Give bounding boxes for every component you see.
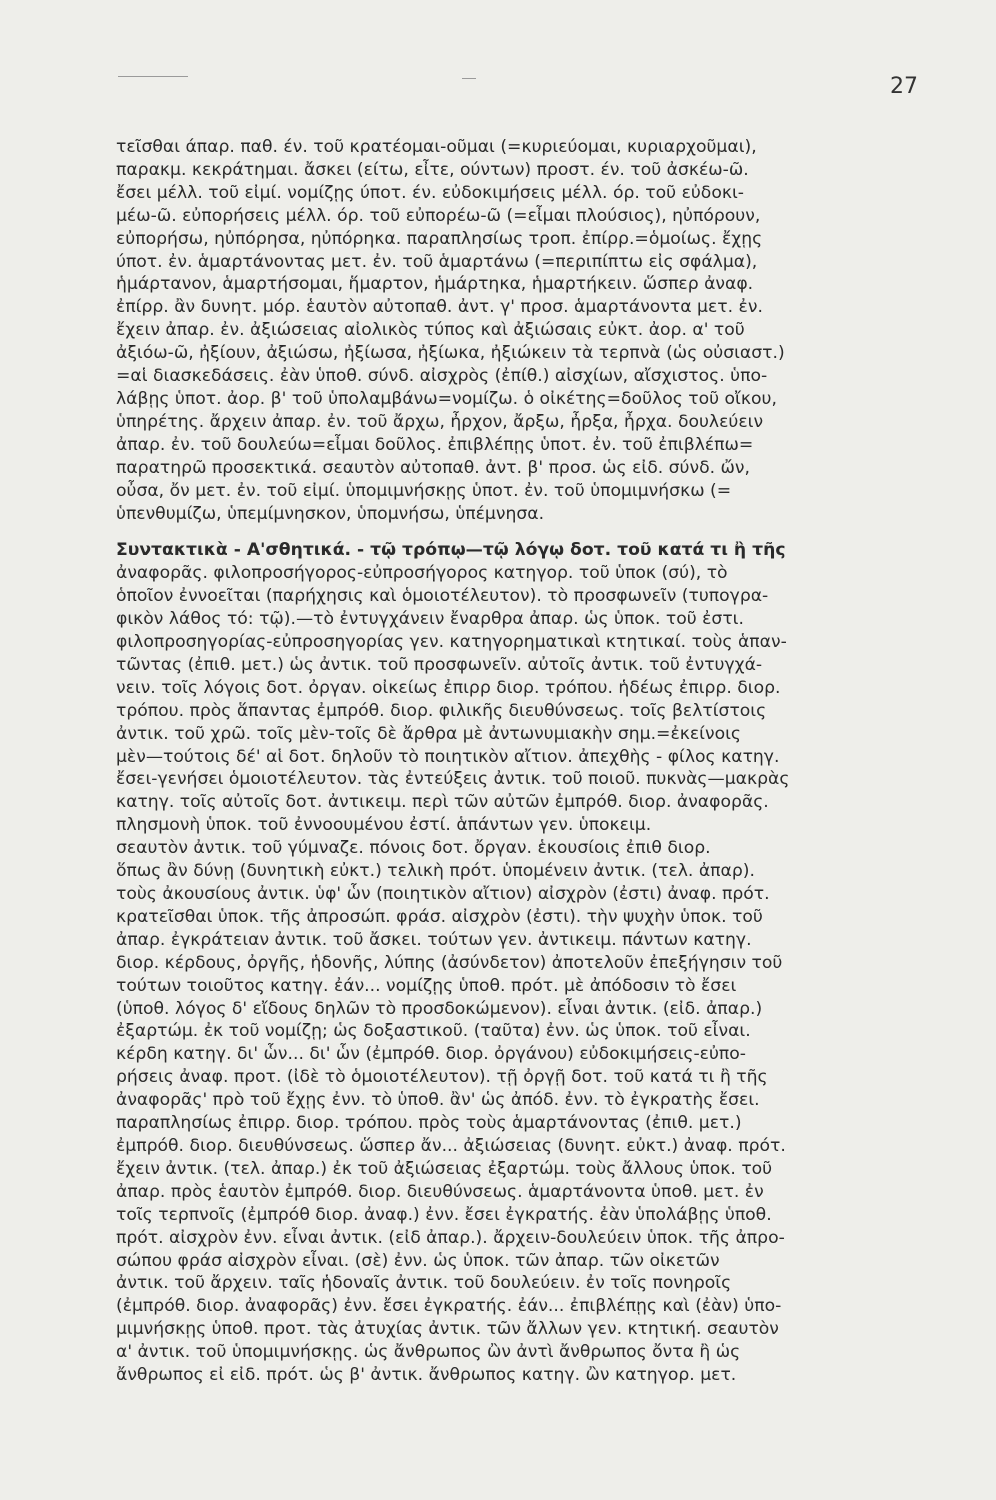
text-line: διορ. κέρδους, ὀργῆς, ἡδονῆς, λύπης (ἀσύνδετον) ἀποτελοῦν ἐπεξήγησιν τοῦ [116, 952, 783, 973]
text-line: ἔσει μέλλ. τοῦ εἰμί. νομίζῃς ύποτ. έν. εὐδοκιμήσεις μέλλ. όρ. τοῦ εὐδοκι- [116, 182, 744, 203]
text-line: εὐπορήσω, ηὐπόρησα, ηὐπόρηκα. παραπλησίως τροπ. ἐπίρρ.=ὁμοίως. ἔχῃς [116, 228, 763, 249]
text-line: ἀναφορᾶς' πρὸ τοῦ ἔχῃς ἐνν. τὸ ὑποθ. ἂν' ὡς ἀπόδ. ἐνν. τὸ ἐγκρατὴς ἔσει. [116, 1090, 760, 1111]
vocabulary-paragraph [116, 136, 924, 525]
text-line: ύποτ. ἐν. ἁμαρτάνοντας μετ. ἐν. τοῦ ἁμαρτάνω (=περιπίπτω εἰς σφάλμα), [116, 251, 758, 272]
top-rule [118, 76, 188, 77]
text-line: παρακμ. κεκράτημαι. ἄσκει (είτω, εἶτε, ούντων) προστ. έν. τοῦ ἀσκέω-ῶ. [116, 159, 749, 180]
text-line: παρατηρῶ προσεκτικά. σεαυτὸν αὐτοπαθ. ἀντ. β' προσ. ὡς εἰδ. σύνδ. ὤν, [116, 457, 750, 478]
text-line: ἔχειν ἀπαρ. ἐν. ἀξιώσειας αἰολικὸς τύπος καὶ ἀξιώσαις εὐκτ. ἀορ. α' τοῦ [116, 320, 745, 341]
text-line: ἡμάρτανον, ἁμαρτήσομαι, ἥμαρτον, ἡμάρτηκα, ἡμαρτήκειν. ὥσπερ ἀναφ. [116, 274, 754, 295]
text-line: πλησμονὴ ὑποκ. τοῦ ἐννοουμένου ἐστί. ἁπάντων γεν. ὑποκειμ. [116, 815, 652, 836]
text-line: ἀπαρ. πρὸς ἑαυτὸν ἐμπρόθ. διορ. διευθύνσεως. ἁμαρτάνοντα ὑποθ. μετ. ἐν [116, 1181, 764, 1202]
text-line: πρότ. αἰσχρὸν ἐνν. εἶναι ἀντικ. (εἰδ ἀπαρ.). ἄρχειν-δουλεύειν ὑποκ. τῆς ἀπρο- [116, 1227, 785, 1248]
text-line: ἀπαρ. ἐγκράτειαν ἀντικ. τοῦ ἄσκει. τούτων γεν. ἀντικειμ. πάντων κατηγ. [116, 929, 752, 950]
text-line: τοῖς τερπνοῖς (ἐμπρόθ διορ. ἀναφ.) ἐνν. ἔσει ἐγκρατής. ἐὰν ὑπολάβῃς ὑποθ. [116, 1204, 772, 1225]
text-line: ἔσει-γενήσει ὁμοιοτέλευτον. τὰς ἐντεύξεις ἀντικ. τοῦ ποιοῦ. πυκνὰς—μακρὰς [116, 769, 790, 790]
text-line: φικὸν λάθος τό: τῷ).—τὸ ἐντυγχάνειν ἔναρθρα ἀπαρ. ὡς ὑποκ. τοῦ ἐστι. [116, 609, 744, 630]
text-line: τῶντας (ἐπιθ. μετ.) ὡς ἀντικ. τοῦ προσφωνεῖν. αὐτοῖς ἀντικ. τοῦ ἐντυγχά- [116, 654, 763, 675]
text-line: κατηγ. τοῖς αὐτοῖς δοτ. ἀντικειμ. περὶ τῶν αὐτῶν ἐμπρόθ. διορ. ἀναφορᾶς. [116, 792, 769, 813]
text-line: ὑπενθυμίζω, ὑπεμίμνησκον, ὑπομνήσω, ὑπέμνησα. [116, 503, 545, 524]
text-line: ἔχειν ἀντικ. (τελ. ἀπαρ.) ἐκ τοῦ ἀξιώσειας ἐξαρτώμ. τοὺς ἄλλους ὑποκ. τοῦ [116, 1158, 773, 1179]
text-line: σεαυτὸν ἀντικ. τοῦ γύμναζε. πόνοις δοτ. ὄργαν. ἑκουσίοις ἐπιθ διορ. [116, 838, 711, 859]
text-line: παραπλησίως ἐπιρρ. διορ. τρόπου. πρὸς τοὺς ἁμαρτάνοντας (ἐπιθ. μετ.) [116, 1113, 742, 1134]
text-line: (ἐμπρόθ. διορ. ἀναφορᾶς) ἐνν. ἔσει ἐγκρατής. ἐάν... ἐπιβλέπῃς καὶ (ἐὰν) ὑπο- [116, 1296, 782, 1317]
body-text [116, 136, 924, 1387]
syntax-paragraph [116, 539, 924, 1387]
text-line: ἐμπρόθ. διορ. διευθύνσεως. ὥσπερ ἄν... ἀξιώσειας (δυνητ. εὐκτ.) ἀναφ. πρότ. [116, 1135, 786, 1156]
text-line: μὲν—τούτοις δέ' αἱ δοτ. δηλοῦν τὸ ποιητικὸν αἴτιον. ἀπεχθὴς - φίλος κατηγ. [116, 746, 780, 767]
text-line: ἀντικ. τοῦ ἄρχειν. ταῖς ἡδοναῖς ἀντικ. τοῦ δουλεύειν. ἐν τοῖς πονηροῖς [116, 1273, 732, 1294]
text-line: ἀξιόω-ῶ, ἠξίουν, ἀξιώσω, ἠξίωσα, ἠξίωκα, ἠξιώκειν τὰ τερπνὰ (ὡς οὐσιαστ.) [116, 343, 785, 364]
text-line: (ὑποθ. λόγος δ' εἴδους δηλῶν τὸ προσδοκώμενον). εἶναι ἀντικ. (εἰδ. ἀπαρ.) [116, 998, 763, 1019]
text-line: τοὺς ἀκουσίους ἀντικ. ὑφ' ὧν (ποιητικὸν αἴτιον) αἰσχρὸν (ἐστι) ἀναφ. πρότ. [116, 884, 770, 904]
text-line: μιμνήσκῃς ὑποθ. προτ. τὰς ἀτυχίας ἀντικ. τῶν ἄλλων γεν. κτητική. σεαυτὸν [116, 1319, 779, 1340]
text-line: ὅπως ἂν δύνῃ (δυνητικὴ εὐκτ.) τελικὴ πρότ. ὑπομένειν ἀντικ. (τελ. ἀπαρ). [116, 861, 755, 882]
text-line: κέρδη κατηγ. δι' ὧν... δι' ὧν (ἐμπρόθ. διορ. ὀργάνου) εὐδοκιμήσεις-εὐπο- [116, 1044, 746, 1065]
text-line: ἐξαρτώμ. ἐκ τοῦ νομίζῃ; ὡς δοξαστικοῦ. (ταῦτα) ἐνν. ὡς ὑποκ. τοῦ εἶναι. [116, 1021, 751, 1042]
text-line: Συντακτικὰ - Α'σθητικά. - τῷ τρόπῳ—τῷ λόγῳ δοτ. τοῦ κατά τι ἢ τῆς [116, 540, 786, 561]
text-line: τούτων τοιοῦτος κατηγ. ἐάν... νομίζῃς ὑποθ. πρότ. μὲ ἀπόδοσιν τὸ ἔσει [116, 975, 737, 996]
text-line: ἀναφορᾶς. φιλοπροσήγορος-εὐπροσήγορος κατηγορ. τοῦ ὑποκ (σύ), τὸ [116, 563, 728, 584]
text-line: μέω-ῶ. εὐπορήσεις μέλλ. όρ. τοῦ εὐπορέω-ῶ (=εἶμαι πλούσιος), ηὐπόρουν, [116, 205, 761, 226]
text-line: ὁποῖον ἐννοεῖται (παρήχησις καὶ ὁμοιοτέλευτον). τὸ προσφωνεῖν (τυπογρα- [116, 586, 769, 607]
text-line: ἀντικ. τοῦ χρῶ. τοῖς μὲν-τοῖς δὲ ἄρθρα μὲ ἀντωνυμιακὴν σημ.=ἐκείνοις [116, 723, 742, 744]
text-line: κρατεῖσθαι ὑποκ. τῆς ἀπροσώπ. φράσ. αἰσχρὸν (ἐστι). τὴν ψυχὴν ὑποκ. τοῦ [116, 906, 763, 927]
text-line: ρήσεις ἀναφ. προτ. (ἰδὲ τὸ ὁμοιοτέλευτον). τῇ ὀργῇ δοτ. τοῦ κατά τι ἢ τῆς [116, 1067, 768, 1088]
text-line: νειν. τοῖς λόγοις δοτ. ὀργαν. οἰκείως ἐπιρρ διορ. τρόπου. ἡδέως ἐπιρρ. διορ. [116, 677, 781, 698]
text-line: ἐπίρρ. ἂν δυνητ. μόρ. ἑαυτὸν αὐτοπαθ. ἀντ. γ' προσ. ἁμαρτάνοντα μετ. ἐν. [116, 297, 763, 318]
text-line: σώπου φράσ αἰσχρὸν εἶναι. (σὲ) ἐνν. ὡς ὑποκ. τῶν ἀπαρ. τῶν οἰκετῶν [116, 1250, 720, 1271]
text-line: φιλοπροσηγορίας-εὐπροσηγορίας γεν. κατηγορηματικαὶ κτητικαί. τοὺς ἁπαν- [116, 632, 787, 653]
text-line: ὑπηρέτης. ἄρχειν ἀπαρ. ἐν. τοῦ ἄρχω, ἦρχον, ἄρξω, ἦρξα, ἦρχα. δουλεύειν [116, 411, 764, 432]
text-line: ἄνθρωπος εἰ εἰδ. πρότ. ὡς β' ἀντικ. ἄνθρωπος κατηγ. ὢν κατηγορ. μετ. [116, 1365, 737, 1386]
text-line: τεῖσθαι άπαρ. παθ. έν. τοῦ κρατέομαι-οῦμαι (=κυριεύομαι, κυριαρχοῦμαι), [116, 137, 757, 157]
text-line: ἀπαρ. ἐν. τοῦ δουλεύω=εἶμαι δοῦλος. ἐπιβλέπῃς ὑποτ. ἐν. τοῦ ἐπιβλέπω= [116, 434, 754, 455]
text-line: τρόπου. πρὸς ἅπαντας ἐμπρόθ. διορ. φιλικῆς διευθύνσεως. τοῖς βελτίστοις [116, 700, 767, 721]
text-line: οὖσα, ὄν μετ. ἐν. τοῦ εἰμί. ὑπομιμνήσκῃς ὑποτ. ἐν. τοῦ ὑπομιμνήσκω (= [116, 480, 732, 501]
text-line: =αἱ διασκεδάσεις. ἐὰν ὑποθ. σύνδ. αἰσχρὸς (ἐπίθ.) αἰσχίων, αἴσχιστος. ὑπο- [116, 366, 768, 387]
text-line: λάβῃς ὑποτ. ἀορ. β' τοῦ ὑπολαμβάνω=νομίζω. ὁ οἰκέτης=δοῦλος τοῦ οἴκου, [116, 388, 777, 409]
top-tick [462, 78, 476, 79]
text-line: α' ἀντικ. τοῦ ὑπομιμνήσκῃς. ὡς ἄνθρωπος ὢν ἀντὶ ἄνθρωπος ὄντα ἢ ὡς [116, 1342, 741, 1363]
page-number: 27 [890, 74, 918, 99]
